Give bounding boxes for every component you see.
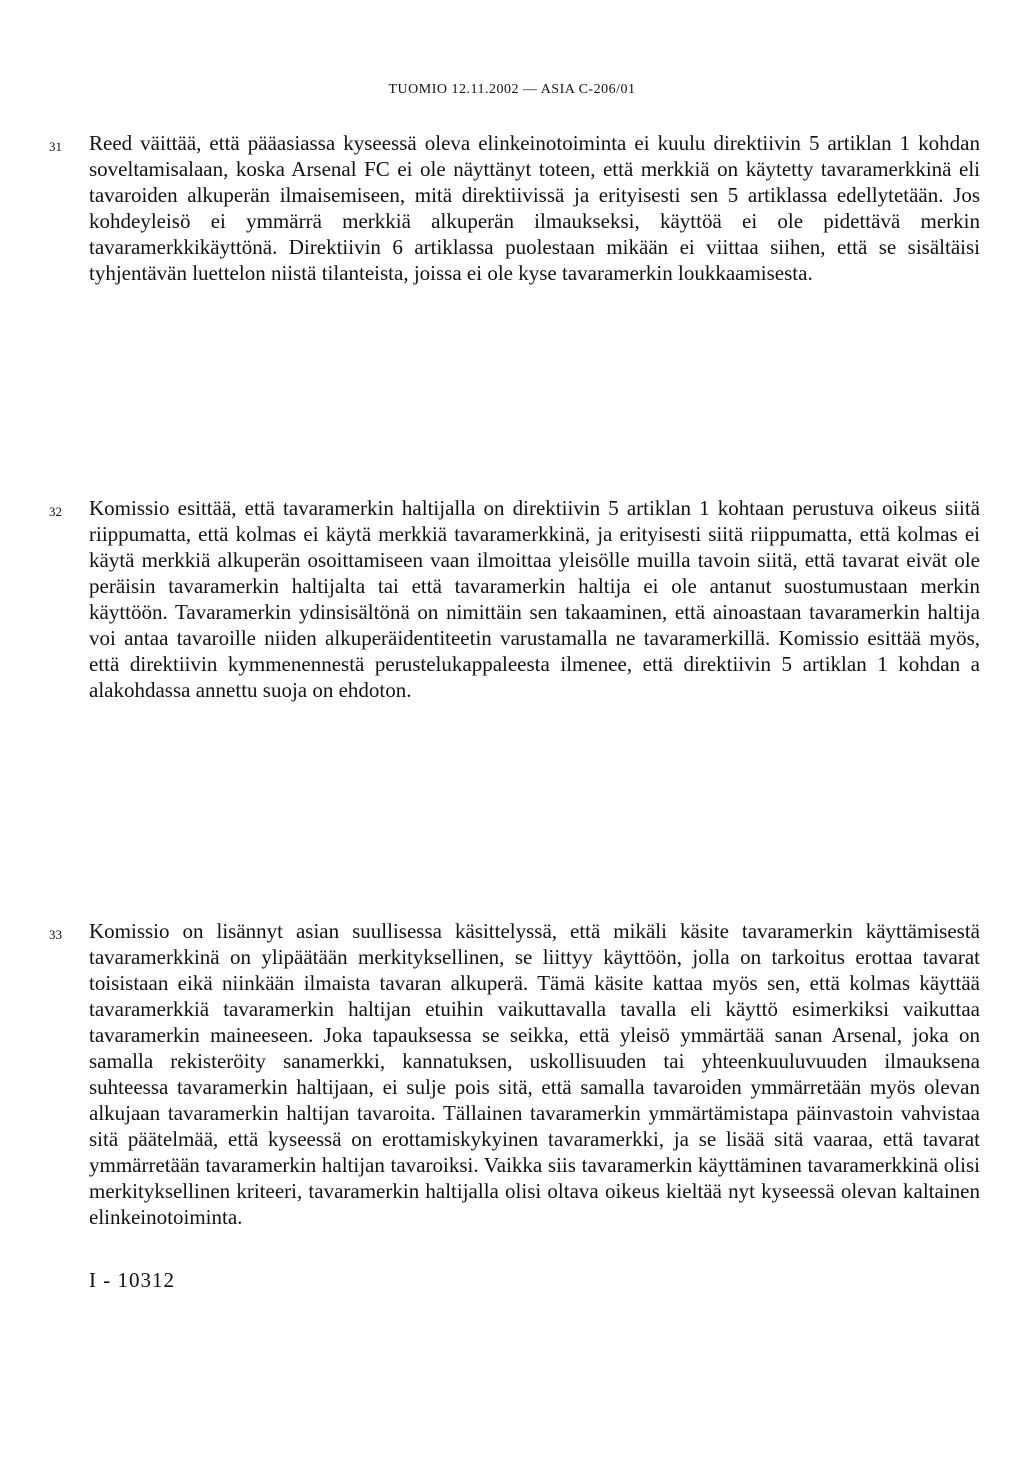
- paragraph-text: Komissio on lisännyt asian suullisessa käsittelyssä, että mikäli käsite tavaramerkin käyttämisestä tavaramerkkinä on ylipäätään merkityksellinen, se liittyy käyttöön, jolla on tarkoitus erottaa tavarat toisistaan eikä niinkään ilmaista tavaran alkuperä. Tämä käsite kattaa myös sen, että kolmas käyttää tavaramerkkiä tavaramerkin haltijan etuihin vaikuttavalla tavalla eli käyttö esimerkiksi vaikuttaa tavaramerkin maineeseen. Joka tapauksessa se seikka, että yleisö ymmärtää sanan Arsenal, joka on samalla rekisteröity sanamerkki, kannatuksen, uskollisuuden tai yhteenkuuluvuuden ilmauksena suhteessa tavaramerkin haltijaan, ei sulje pois sitä, että samalla tavaroiden ymmärretään myös olevan alkujaan tavaramerkin haltijan tavaroita. Tällainen tavaramerkin ymmärtämistapa päinvastoin vahvistaa sitä päätelmää, että kyseessä on erottamiskykyinen tavaramerkki, ja se lisää sitä vaaraa, että tavarat ymmärretään tavaramerkin haltijan tavaroiksi. Vaikka siis tavaramerkin käyttäminen tavaramerkkinä olisi merkityksellinen kriteeri, tavaramerkin haltijalla olisi oltava oikeus kieltää nyt kyseessä olevan kaltainen elinkeinotoiminta.: [89, 919, 980, 1229]
- paragraph-31: [49, 130, 980, 286]
- paragraph-number: 33: [49, 927, 62, 942]
- paragraph-number: 31: [49, 139, 62, 154]
- page-number: I - 10312: [89, 1268, 175, 1292]
- paragraph-text: Reed väittää, että pääasiassa kyseessä oleva elinkeinotoiminta ei kuulu direktiivin 5 artiklan 1 kohdan soveltamisalaan, koska Arsenal FC ei ole näyttänyt toteen, että merkkiä on käytetty tavaramerkkinä eli tavaroiden alkuperän ilmaisemiseen, mitä direktiivissä ja erityisesti sen 5 artiklassa edellytetään. Jos kohdeyleisö ei ymmärrä merkkiä alkuperän ilmaukseksi, käyttöä ei ole pidettävä merkin tavaramerkkikäyttönä. Direktiivin 6 artiklassa puolestaan mikään ei viittaa siihen, että se sisältäisi tyhjentävän luettelon niistä tilanteista, joissa ei ole kyse tavaramerkin loukkaamisesta.: [89, 131, 980, 285]
- running-header: TUOMIO 12.11.2002 — ASIA C-206/01: [388, 82, 636, 97]
- paragraph-32: [49, 495, 980, 703]
- paragraph-text: Komissio esittää, että tavaramerkin haltijalla on direktiivin 5 artiklan 1 kohtaan perustuva oikeus siitä riippumatta, että kolmas ei käytä merkkiä tavaramerkkinä, ja erityisesti siitä riippumatta, että kolmas ei käytä merkkiä alkuperän osoittamiseen vaan ilmoittaa yleisölle muilla tavoin siitä, että tavarat eivät ole peräisin tavaramerkin haltijalta tai että tavaramerkin haltija ei ole antanut suostumustaan merkin käyttöön. Tavaramerkin ydinsisältönä on nimittäin sen takaaminen, että ainoastaan tavaramerkin haltija voi antaa tavaroille niiden alkuperäidentiteetin varustamalla ne tavaramerkillä. Komissio esittää myös, että direktiivin kymmenennestä perustelukappaleesta ilmenee, että direktiivin 5 artiklan 1 kohdan a alakohdassa annettu suoja on ehdoton.: [89, 496, 980, 702]
- paragraph-number: 32: [49, 504, 62, 519]
- paragraph-33: [49, 918, 980, 1230]
